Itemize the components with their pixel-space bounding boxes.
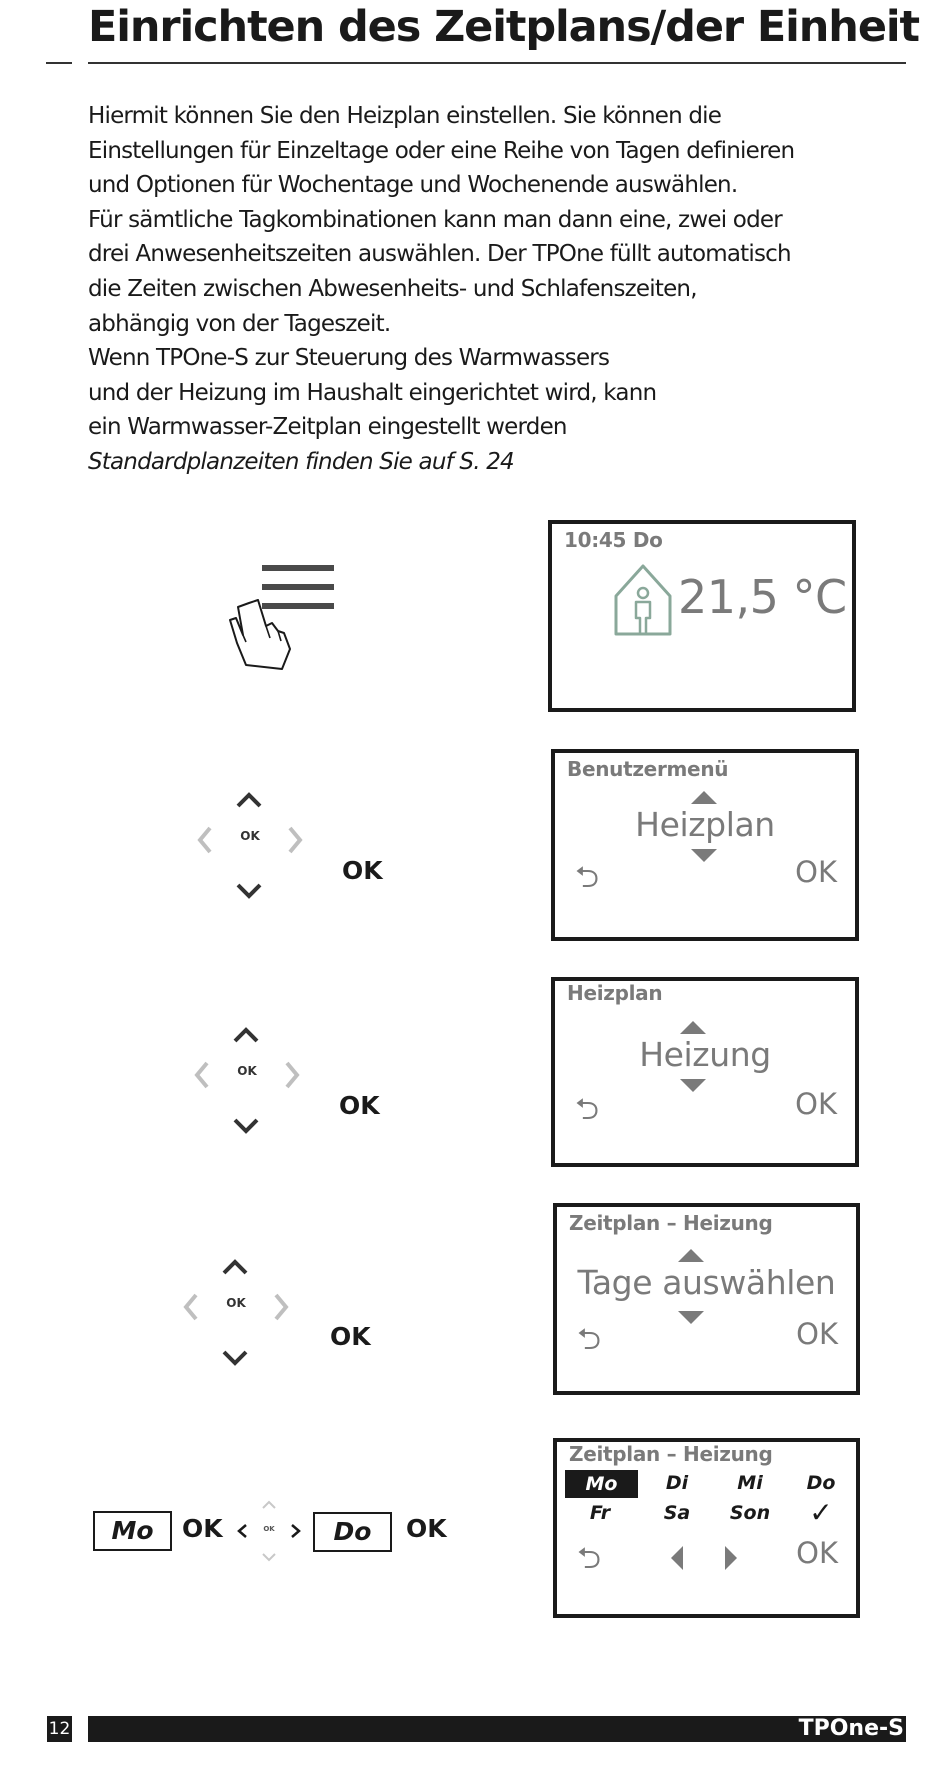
ok-press-label: OK xyxy=(182,1514,223,1543)
day-box-to: Do xyxy=(313,1512,392,1552)
dpad-ok-label: OK xyxy=(237,1064,257,1078)
arrow-down-icon xyxy=(678,1311,704,1324)
screen-ok-label: OK xyxy=(796,1317,838,1351)
arrow-up-icon xyxy=(691,791,717,804)
dpad-navigation[interactable] xyxy=(187,1015,307,1135)
display-screen-user-menu xyxy=(551,749,859,941)
intro-line: Einstellungen für Einzeltage oder eine Reihe von Tagen definieren xyxy=(88,137,795,164)
screen-ok-label: OK xyxy=(796,1536,838,1570)
screen-header: Zeitplan – Heizung xyxy=(569,1211,773,1235)
screen-header: Heizplan xyxy=(567,981,663,1005)
page-number: 12 xyxy=(47,1716,72,1742)
intro-line: Wenn TPOne-S zur Steuerung des Warmwassers xyxy=(88,345,610,372)
mini-dpad-ok-label: OK xyxy=(263,1525,275,1533)
intro-note: Standardplanzeiten finden Sie auf S. 24 xyxy=(88,448,514,475)
day-box-from: Mo xyxy=(93,1511,172,1551)
arrow-up-icon xyxy=(680,1021,706,1034)
intro-line: und der Heizung im Haushalt eingerichtet wird, kann xyxy=(88,379,657,406)
checkmark-icon: ✓ xyxy=(809,1496,833,1529)
intro-line: und Optionen für Wochentage und Wochenende auswählen. xyxy=(88,172,738,199)
day-cell-selected[interactable]: Mo xyxy=(565,1470,638,1498)
dpad-ok-label: OK xyxy=(240,829,260,843)
intro-line: Hiermit können Sie den Heizplan einstellen. Sie können die xyxy=(88,103,722,129)
temperature-readout: 21,5 °C xyxy=(678,570,847,624)
return-arrow-icon: ⮌ xyxy=(575,1092,600,1127)
day-cell[interactable]: Sa xyxy=(663,1502,691,1524)
display-screen-heating-plan xyxy=(551,977,859,1167)
triangle-right-icon xyxy=(725,1546,737,1570)
dpad-ok-label: OK xyxy=(226,1296,246,1310)
arrow-up-icon xyxy=(678,1249,704,1262)
footer-brand: TPOne-S xyxy=(798,1716,904,1741)
menu-option: Heizung xyxy=(639,1035,771,1074)
display-screen-day-grid xyxy=(553,1438,860,1618)
display-screen-select-days xyxy=(553,1203,860,1395)
screen-header: Benutzermenü xyxy=(567,757,729,781)
triangle-left-icon xyxy=(671,1546,683,1570)
dpad-navigation[interactable] xyxy=(190,780,310,900)
intro-paragraph xyxy=(88,99,908,480)
dpad-navigation[interactable] xyxy=(176,1247,296,1367)
footer-bar xyxy=(88,1716,906,1742)
return-arrow-icon: ⮌ xyxy=(577,1541,602,1576)
mini-dpad-icon xyxy=(234,1496,304,1566)
hand-tap-menu-icon xyxy=(222,560,347,680)
title-rule-left xyxy=(46,62,72,64)
intro-line: ein Warmwasser-Zeitplan eingestellt werden xyxy=(88,414,567,441)
day-cell[interactable]: Di xyxy=(665,1472,689,1494)
screen-header-time: 10:45 Do xyxy=(564,528,663,552)
screen-ok-label: OK xyxy=(795,855,837,889)
arrow-down-icon xyxy=(680,1079,706,1092)
menu-option: Tage auswählen xyxy=(577,1263,836,1302)
screen-ok-label: OK xyxy=(795,1087,837,1121)
intro-line: Für sämtliche Tagkombinationen kann man dann eine, zwei oder xyxy=(88,206,782,233)
home-person-icon xyxy=(612,562,674,642)
ok-press-label: OK xyxy=(342,856,383,885)
ok-press-label: OK xyxy=(339,1091,380,1120)
intro-line: drei Anwesenheitszeiten auswählen. Der TPOne füllt automatisch xyxy=(88,241,791,268)
ok-press-label: OK xyxy=(330,1322,371,1351)
arrow-down-icon xyxy=(691,849,717,862)
day-cell[interactable]: Son xyxy=(729,1502,771,1524)
page-title: Einrichten des Zeitplans/der Einheit xyxy=(88,2,919,52)
day-cell[interactable]: Do xyxy=(806,1472,836,1494)
menu-option: Heizplan xyxy=(635,805,775,844)
day-cell[interactable]: Fr xyxy=(589,1502,611,1524)
intro-line: die Zeiten zwischen Abwesenheits- und Schlafenszeiten, xyxy=(88,275,697,302)
title-rule xyxy=(88,62,906,64)
screen-header: Zeitplan – Heizung xyxy=(569,1442,773,1466)
intro-line: abhängig von der Tageszeit. xyxy=(88,310,391,337)
day-cell[interactable]: Mi xyxy=(737,1472,763,1494)
ok-press-label: OK xyxy=(406,1514,447,1543)
return-arrow-icon: ⮌ xyxy=(577,1322,602,1357)
return-arrow-icon: ⮌ xyxy=(575,860,600,895)
